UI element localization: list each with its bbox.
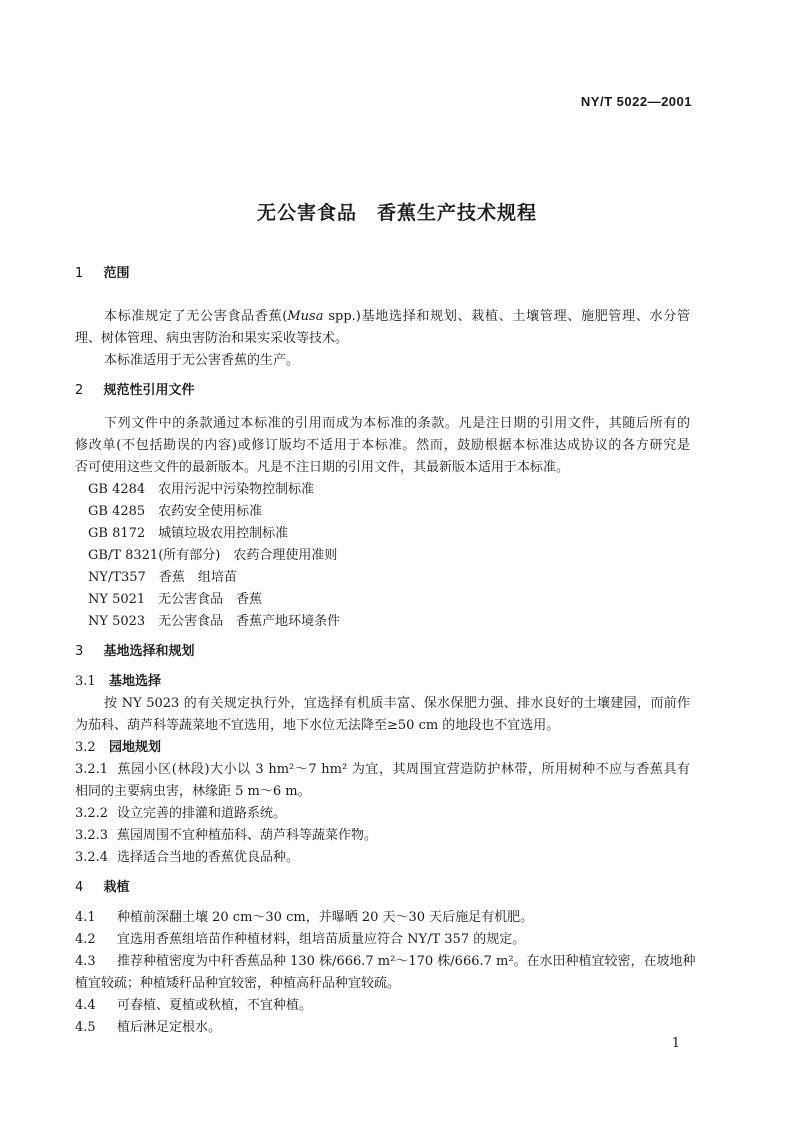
site-selection-line: 按 NY 5023 的有关规定执行外，宜选择有机质丰富、保水保肥力强、排水良好的土壤建园，而前作	[104, 696, 690, 711]
subsection-3-1-heading: 3.1 基地选择	[75, 674, 162, 689]
clause-4-3-cont: 植宜较疏；种植矮秆品种宜较密，种植高秆品种宜较疏。	[75, 976, 401, 991]
clause-3-2-3: 3.2.3 蕉园周围不宜种植茄科、葫芦科等蔬菜作物。	[75, 828, 378, 843]
clause-3-2-2: 3.2.2 设立完善的排灌和道路系统。	[75, 806, 287, 821]
clause-4-1: 4.1 种植前深翻土壤 20 cm～30 cm，并曝晒 20 天～30 天后施足有机肥。	[75, 910, 534, 925]
clause-4-5: 4.5 植后淋足定根水。	[75, 1020, 222, 1035]
section-4-heading	[75, 880, 130, 896]
section-title: 基地选择和规划	[103, 644, 195, 659]
section-title: 规范性引用文件	[103, 383, 195, 398]
section-number: 4	[75, 880, 84, 895]
subsection-3-2-heading: 3.2 园地规划	[75, 740, 162, 755]
section-number: 1	[75, 266, 84, 281]
section-1-heading	[75, 266, 130, 282]
reference-paragraph-line: 否可使用这些文件的最新版本。凡是不注日期的引用文件，其最新版本适用于本标准。	[75, 460, 570, 475]
reference-item: GB 4285 农药安全使用标准	[88, 504, 263, 519]
clause-3-2-4: 3.2.4 选择适合当地的香蕉优良品种。	[75, 850, 300, 865]
page-number: 1	[671, 1036, 680, 1051]
section-title: 范围	[103, 266, 130, 281]
section-number: 3	[75, 644, 84, 659]
section-2-heading	[75, 383, 195, 399]
site-selection-line: 为茄科、葫芦科等蔬菜地不宜选用，地下水位无法降至≥50 cm 的地段也不宜选用。	[75, 718, 560, 733]
latin-name: Musa	[287, 309, 324, 324]
reference-item: NY 5021 无公害食品 香蕉	[88, 592, 263, 607]
standard-code: NY/T 5022—2001	[580, 94, 692, 109]
section-3-heading	[75, 644, 195, 660]
scope-paragraph-line: 理、树体管理、病虫害防治和果实采收等技术。	[75, 331, 349, 346]
reference-item: NY 5023 无公害食品 香蕉产地环境条件	[88, 614, 341, 629]
document-title: 无公害食品 香蕉生产技术规程	[256, 202, 537, 224]
section-number: 2	[75, 383, 84, 398]
reference-item: GB/T 8321(所有部分) 农药合理使用准则	[88, 548, 338, 563]
reference-item: GB 4284 农用污泥中污染物控制标准	[88, 482, 315, 497]
scope-paragraph-line: 本标准规定了无公害食品香蕉(Musa spp.)基地选择和规划、栽植、土壤管理、施肥管理、水分管	[104, 309, 691, 324]
reference-item: GB 8172 城镇垃圾农用控制标准	[88, 526, 289, 541]
reference-paragraph-line: 下列文件中的条款通过本标准的引用而成为本标准的条款。凡是注日期的引用文件，其随后所有的	[104, 416, 690, 431]
reference-item: NY/T357 香蕉 组培苗	[88, 570, 237, 585]
clause-3-2-1-cont: 相同的主要病虫害，林缘距 5 m～6 m。	[75, 784, 311, 799]
clause-4-3: 4.3 推荐种植密度为中秆香蕉品种 130 株/666.7 m²～170 株/666.7 m²。在水田种植宜较密，在坡地种	[75, 954, 696, 969]
clause-4-4: 4.4 可春植、夏植或秋植，不宜种植。	[75, 998, 313, 1013]
clause-4-2: 4.2 宜选用香蕉组培苗作种植材料，组培苗质量应符合 NY/T 357 的规定。	[75, 932, 526, 947]
scope-paragraph-line: 本标准适用于无公害香蕉的生产。	[104, 353, 300, 368]
section-title: 栽植	[103, 880, 130, 895]
reference-paragraph-line: 修改单(不包括勘误的内容)或修订版均不适用于本标准。然而，鼓励根据本标准达成协议的各方研究是	[75, 438, 690, 453]
clause-3-2-1: 3.2.1 蕉园小区(林段)大小以 3 hm²～7 hm² 为宜，其周围宜营造防护林带，所用树种不应与香蕉具有	[75, 762, 690, 777]
